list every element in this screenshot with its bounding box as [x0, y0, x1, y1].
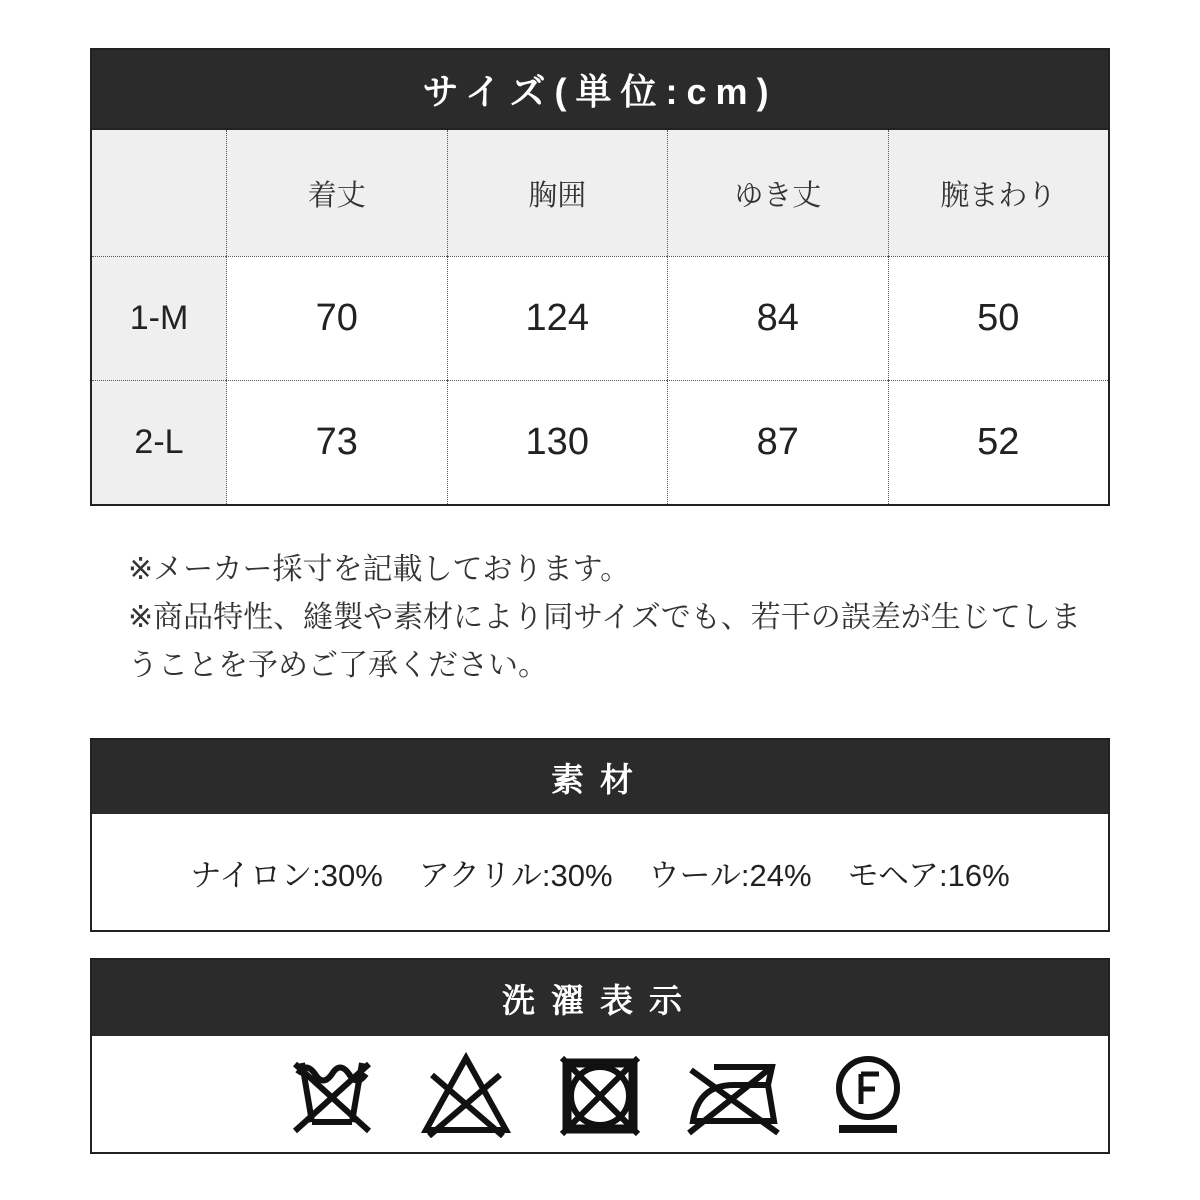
product-info-sheet [90, 0, 1110, 1154]
material-item: ウール:24% [648, 857, 812, 893]
laundry-section-title: 洗濯表示 [92, 960, 1108, 1036]
material-item: アクリル:30% [418, 857, 613, 893]
dry-clean-f-icon [817, 1050, 919, 1138]
materials-list [92, 814, 1108, 930]
material-item: モヘア:16% [847, 857, 1010, 893]
laundry-section [90, 958, 1110, 1154]
do-not-iron-icon [683, 1050, 785, 1138]
corner-cell [92, 130, 226, 256]
materials-section-title: 素材 [92, 740, 1108, 814]
materials-section [90, 738, 1110, 932]
size-value: 87 [667, 380, 888, 504]
column-header-sleeve: ゆき丈 [667, 130, 888, 256]
size-section-title: サイズ(単位:cm) [90, 48, 1110, 128]
column-header-arm: 腕まわり [888, 130, 1109, 256]
size-value: 52 [888, 380, 1109, 504]
note-line-1: ※メーカー採寸を記載しております。 [128, 553, 631, 586]
column-header-chest: 胸囲 [447, 130, 668, 256]
size-value: 124 [447, 256, 668, 380]
size-value: 73 [226, 380, 447, 504]
size-value: 84 [667, 256, 888, 380]
size-value: 50 [888, 256, 1109, 380]
column-header-length: 着丈 [226, 130, 447, 256]
size-value: 70 [226, 256, 447, 380]
measurement-notes [90, 546, 1110, 690]
do-not-wash-icon [281, 1050, 383, 1138]
size-row-label: 2-L [92, 380, 226, 504]
care-symbols-row [92, 1036, 1108, 1152]
note-line-2: ※商品特性、縫製や素材により同サイズでも、若干の誤差が生じてしまうことを予めご了承ください。 [128, 601, 1081, 682]
do-not-tumble-dry-icon [549, 1050, 651, 1138]
size-table [90, 128, 1110, 506]
material-item: ナイロン:30% [190, 857, 383, 893]
size-row-label: 1-M [92, 256, 226, 380]
do-not-bleach-icon [415, 1050, 517, 1138]
size-value: 130 [447, 380, 668, 504]
